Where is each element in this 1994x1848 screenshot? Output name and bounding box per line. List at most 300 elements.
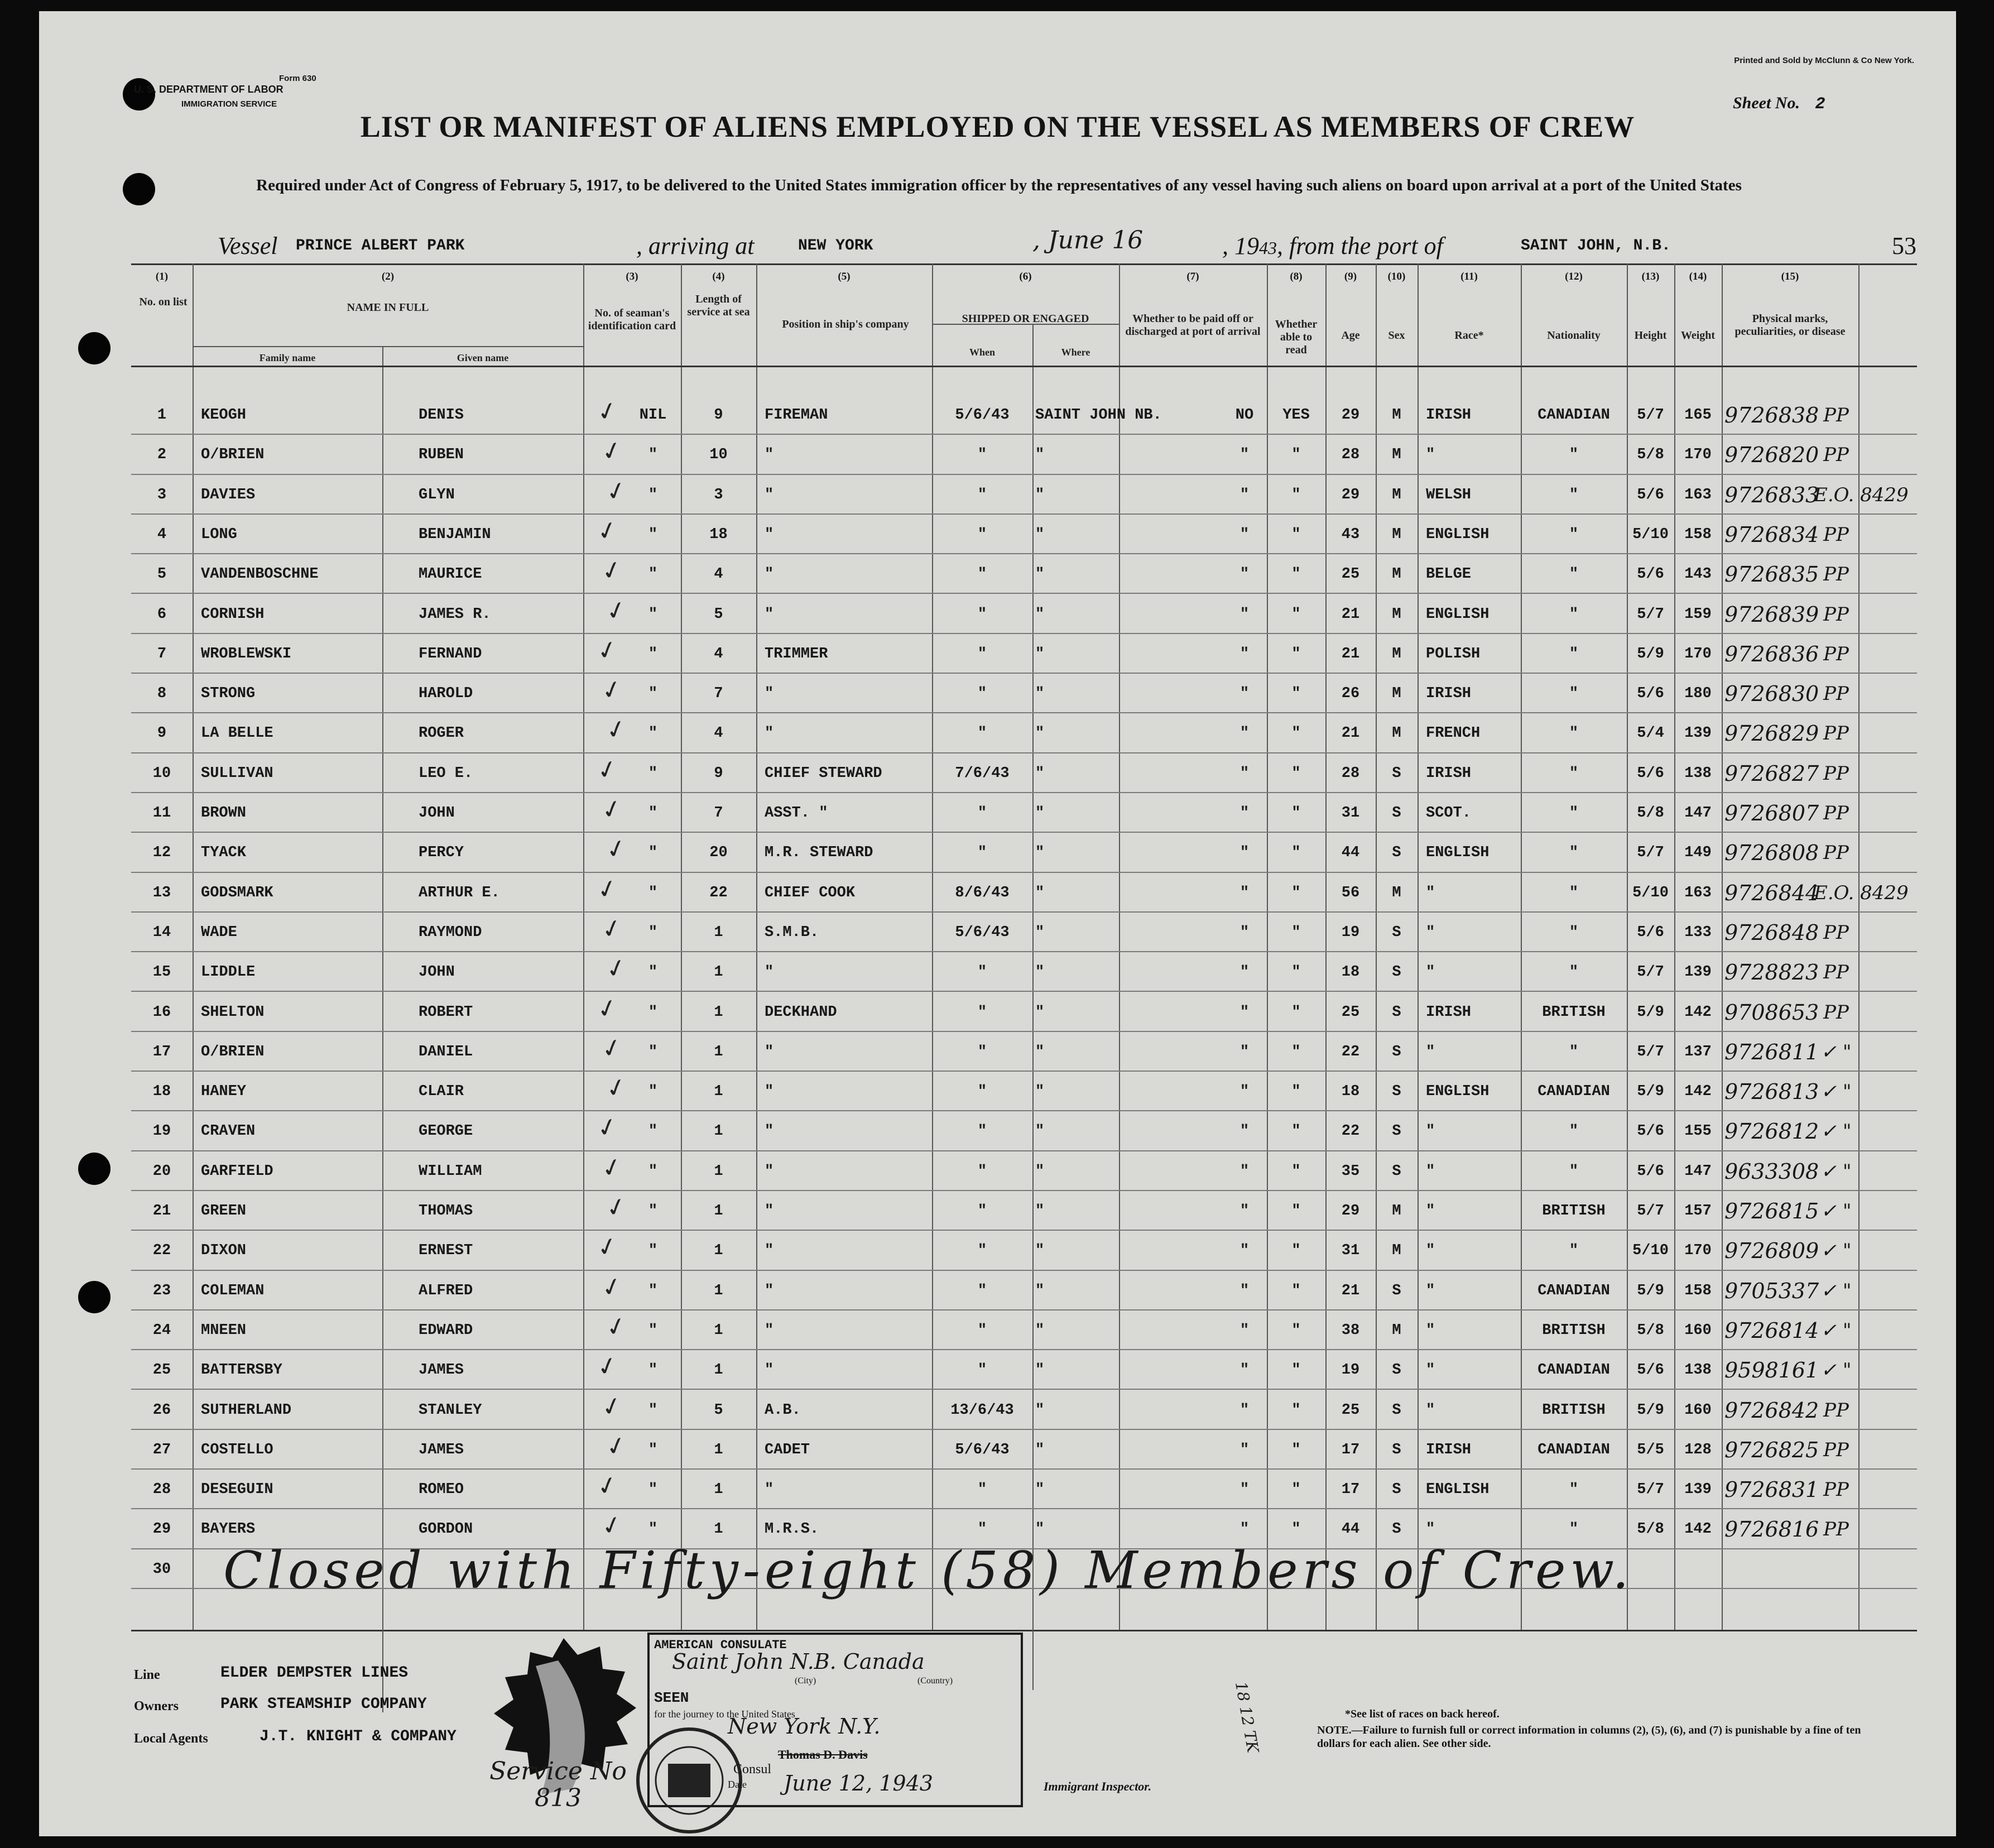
- cell-given: BENJAMIN: [419, 526, 491, 543]
- cell-read: ": [1291, 685, 1301, 703]
- cell-sex: M: [1392, 566, 1401, 583]
- header-given-name: Given name: [457, 352, 509, 363]
- check-mark-icon: ✓: [603, 713, 630, 747]
- check-mark-icon: ✓: [594, 992, 621, 1025]
- cell-paid: ": [1239, 1322, 1250, 1339]
- cell-paid: ": [1239, 526, 1250, 543]
- check-mark-icon: ✓: [594, 514, 621, 548]
- cell-weight: 139: [1684, 1481, 1712, 1499]
- cell-sex: S: [1392, 1004, 1401, 1021]
- cell-no: 30: [152, 1561, 171, 1578]
- header-physical-marks: Physical marks, peculiarities, or disease: [1734, 313, 1846, 338]
- cell-height: 5/6: [1637, 566, 1664, 583]
- cell-weight: 170: [1684, 645, 1712, 663]
- check-mark-icon: ✓: [594, 633, 621, 667]
- cell-remark: PP: [1823, 603, 1849, 626]
- cell-card: ": [648, 447, 658, 464]
- cell-given: JOHN: [419, 805, 455, 822]
- cell-where: ": [1035, 1521, 1045, 1538]
- cell-no: 25: [152, 1362, 171, 1379]
- cell-height: 5/5: [1637, 1441, 1664, 1458]
- cell-given: JOHN: [419, 964, 455, 981]
- cell-paid: ": [1239, 1083, 1250, 1101]
- cell-card: ": [648, 685, 658, 703]
- footnote-races: *See list of races on back hereof.: [1345, 1708, 1500, 1720]
- cell-family: LA BELLE: [201, 725, 273, 742]
- cell-weight: 155: [1684, 1123, 1712, 1140]
- cell-age: 21: [1341, 725, 1360, 742]
- consulate-city: Saint John N.B. Canada: [672, 1649, 925, 1674]
- check-mark-icon: ✓: [598, 1031, 626, 1065]
- cell-service: 1: [714, 1362, 723, 1379]
- owners-label: Owners: [134, 1699, 179, 1713]
- cell-sex: S: [1392, 1481, 1401, 1499]
- cell-card: ": [648, 725, 658, 742]
- cell-position: ": [765, 486, 774, 503]
- cell-family: O/BRIEN: [201, 447, 265, 464]
- cell-where: ": [1035, 447, 1045, 464]
- cell-when: 8/6/43: [955, 884, 1010, 901]
- cell-service: 7: [714, 805, 723, 822]
- cell-remark: ✓ ": [1820, 1359, 1852, 1382]
- cell-sex: S: [1392, 1163, 1401, 1180]
- cell-given: ROMEO: [419, 1481, 464, 1499]
- cell-read: ": [1291, 964, 1301, 981]
- cell-card: ": [648, 566, 658, 583]
- sheet-number-value: 2: [1815, 95, 1825, 114]
- cell-position: S.M.B.: [765, 924, 819, 941]
- cell-service: 1: [714, 1123, 723, 1140]
- cell-height: 5/10: [1632, 1242, 1669, 1260]
- cell-position: ": [765, 1123, 774, 1140]
- cell-nationality: BRITISH: [1542, 1203, 1606, 1220]
- cell-position: M.R.S.: [765, 1521, 819, 1538]
- department-label: U. S. DEPARTMENT OF LABOR: [134, 84, 284, 95]
- cell-nationality: ": [1569, 1481, 1579, 1499]
- cell-where: ": [1035, 1242, 1045, 1260]
- table-row: [39, 1111, 1956, 1151]
- cell-service: 1: [714, 1242, 723, 1260]
- cell-when: ": [977, 486, 987, 503]
- colnum: (10): [1387, 271, 1406, 282]
- cell-card: ": [648, 526, 658, 543]
- table-row: [39, 713, 1956, 753]
- cell-where: ": [1035, 924, 1045, 941]
- cell-age: 56: [1341, 884, 1360, 901]
- sheet-number-label: Sheet No. 2: [1733, 94, 1825, 114]
- cell-race: ": [1426, 964, 1435, 981]
- cell-paid: ": [1239, 1163, 1250, 1180]
- cell-card: ": [648, 1043, 658, 1060]
- cell-when: ": [977, 447, 987, 464]
- cell-where: ": [1035, 1282, 1045, 1299]
- cell-sex: S: [1392, 1282, 1401, 1299]
- cell-where: ": [1035, 1203, 1045, 1220]
- cell-weight: 133: [1684, 924, 1712, 941]
- form-number: Form 630: [279, 74, 316, 83]
- cell-paid: ": [1239, 805, 1250, 822]
- cell-height: 5/8: [1637, 805, 1664, 822]
- cell-weight: [1674, 1549, 1722, 1590]
- cell-card: ": [648, 1163, 658, 1180]
- cell-age: 19: [1341, 924, 1360, 941]
- cell-where: ": [1035, 964, 1045, 981]
- check-mark-icon: ✓: [594, 1350, 621, 1384]
- cell-age: 44: [1341, 844, 1360, 862]
- cell-no: 17: [152, 1043, 171, 1060]
- cell-remark: PP: [1823, 563, 1849, 586]
- cell-paid: ": [1239, 1441, 1250, 1458]
- cell-card: ": [648, 844, 658, 862]
- cell-given: PERCY: [419, 844, 464, 862]
- cell-remark: PP: [1823, 802, 1849, 824]
- cell-read: ": [1291, 566, 1301, 583]
- cell-no: 14: [152, 924, 171, 941]
- cell-card: ": [648, 1004, 658, 1021]
- cell-no: 2: [157, 447, 167, 464]
- cell-position: ": [765, 1043, 774, 1060]
- cell-race: ENGLISH: [1426, 526, 1490, 543]
- cell-service: 3: [714, 486, 723, 503]
- cell-marks: 9726834: [1724, 522, 1819, 547]
- cell-race: ": [1426, 1043, 1435, 1060]
- cell-height: 5/6: [1637, 685, 1664, 703]
- cell-remark: ✓ ": [1820, 1120, 1852, 1143]
- cell-paid: ": [1239, 1481, 1250, 1499]
- cell-nationality: ": [1569, 1123, 1579, 1140]
- cell-no: 12: [152, 844, 171, 862]
- cell-race: ENGLISH: [1426, 1481, 1490, 1499]
- cell-remark: PP: [1823, 404, 1849, 426]
- cell-nationality: ": [1569, 924, 1579, 941]
- cell-race: POLISH: [1426, 645, 1481, 663]
- agents-value: J.T. KNIGHT & COMPANY: [260, 1728, 457, 1745]
- cell-given: DANIEL: [419, 1043, 473, 1060]
- header-nationality: Nationality: [1547, 329, 1601, 342]
- cell-remark: PP: [1823, 1399, 1849, 1422]
- cell-nationality: CANADIAN: [1537, 407, 1610, 424]
- cell-sex: S: [1392, 1123, 1401, 1140]
- year-label: , 1943, from the port of: [1222, 232, 1443, 260]
- cell-remark: PP: [1823, 762, 1849, 785]
- cell-position: CHIEF COOK: [765, 884, 856, 901]
- cell-no: 22: [152, 1242, 171, 1260]
- table-row: [39, 674, 1956, 714]
- cell-service: 18: [709, 526, 728, 543]
- cell-card: ": [648, 606, 658, 623]
- cell-card: ": [648, 765, 658, 782]
- cell-family: COLEMAN: [201, 1282, 265, 1299]
- table-row: [39, 1151, 1956, 1192]
- cell-card: ": [648, 645, 658, 663]
- cell-card: ": [648, 924, 658, 941]
- owners-value: PARK STEAMSHIP COMPANY: [220, 1696, 427, 1713]
- cell-when: ": [977, 526, 987, 543]
- cell-age: 35: [1341, 1163, 1360, 1180]
- cell-no: 5: [157, 566, 167, 583]
- cell-given: ERNEST: [419, 1242, 473, 1260]
- cell-where: ": [1035, 1441, 1045, 1458]
- punch-hole: [78, 332, 110, 364]
- cell-marks: 9726829: [1724, 721, 1819, 746]
- cell-family: GODSMARK: [201, 884, 273, 901]
- header-shipped: SHIPPED OR ENGAGED: [962, 313, 1089, 325]
- cell-nationality: ": [1569, 805, 1579, 822]
- cell-given: ROBERT: [419, 1004, 473, 1021]
- page-title: LIST OR MANIFEST OF ALIENS EMPLOYED ON THE VESSEL AS MEMBERS OF CREW: [360, 110, 1635, 143]
- cell-service: 1: [714, 964, 723, 981]
- cell-where: ": [1035, 1362, 1045, 1379]
- cell-given: THOMAS: [419, 1203, 473, 1220]
- cell-height: 5/9: [1637, 1083, 1664, 1101]
- cell-marks: 9726811: [1724, 1039, 1819, 1064]
- cell-read: ": [1291, 1242, 1301, 1260]
- cell-service: 22: [709, 884, 728, 901]
- cell-position: CADET: [765, 1441, 810, 1458]
- cell-when: 5/6/43: [955, 407, 1010, 424]
- cell-nationality: ": [1569, 447, 1579, 464]
- cell-given: ALFRED: [419, 1282, 473, 1299]
- cell-height: 5/4: [1637, 725, 1664, 742]
- cell-card: ": [648, 1521, 658, 1538]
- header-position: Position in ship's company: [782, 318, 909, 330]
- colnum: (8): [1290, 271, 1303, 282]
- cell-no: 20: [152, 1163, 171, 1180]
- table-row: [39, 515, 1956, 555]
- colnum: (2): [381, 271, 395, 282]
- cell-race: WELSH: [1426, 486, 1472, 503]
- cell-marks: 9726813: [1724, 1079, 1819, 1105]
- cell-age: 29: [1341, 407, 1360, 424]
- header-race: Race*: [1454, 329, 1484, 342]
- cell-position: ": [765, 725, 774, 742]
- cell-position: ": [765, 964, 774, 981]
- cell-given: JAMES: [419, 1362, 464, 1379]
- cell-weight: 165: [1684, 407, 1712, 424]
- cell-weight: 149: [1684, 844, 1712, 862]
- cell-no: 21: [152, 1203, 171, 1220]
- cell-weight: 142: [1684, 1004, 1712, 1021]
- cell-nationality: ": [1569, 1521, 1579, 1538]
- cell-card: ": [648, 1481, 658, 1499]
- table-row: [39, 1311, 1956, 1351]
- cell-age: 25: [1341, 566, 1360, 583]
- cell-weight: 142: [1684, 1521, 1712, 1538]
- cell-sex: S: [1392, 1441, 1401, 1458]
- cell-sex: S: [1392, 1401, 1401, 1419]
- cell-service: 1: [714, 1163, 723, 1180]
- cell-family: GREEN: [201, 1203, 247, 1220]
- cell-paid: ": [1239, 844, 1250, 862]
- table-row: [39, 1470, 1956, 1510]
- cell-card: ": [648, 964, 658, 981]
- cell-remark: ✓ ": [1820, 1040, 1852, 1063]
- cell-marks: 9726816: [1724, 1517, 1819, 1542]
- cell-no: 26: [152, 1401, 171, 1419]
- colnum: (14): [1689, 271, 1707, 282]
- cell-when: ": [977, 1362, 987, 1379]
- cell-where: ": [1035, 725, 1045, 742]
- cell-nationality: ": [1569, 1242, 1579, 1260]
- cell-no: 3: [157, 486, 167, 503]
- cell-weight: 158: [1684, 1282, 1712, 1299]
- cell-sex: S: [1392, 805, 1401, 822]
- table-row: [39, 833, 1956, 873]
- cell-remark: PP: [1823, 444, 1849, 467]
- cell-service: 1: [714, 1043, 723, 1060]
- cell-paid: ": [1239, 964, 1250, 981]
- cell-where: ": [1035, 526, 1045, 543]
- cell-age: 25: [1341, 1401, 1360, 1419]
- cell-marks: 9726833: [1724, 482, 1819, 507]
- cell-paid: ": [1239, 1362, 1250, 1379]
- cell-weight: 138: [1684, 765, 1712, 782]
- cell-read: ": [1291, 447, 1301, 464]
- cell-card: ": [648, 1083, 658, 1101]
- cell-service: 5: [714, 1401, 723, 1419]
- cell-paid: ": [1239, 1043, 1250, 1060]
- cell-race: ": [1426, 924, 1435, 941]
- cell-service: 1: [714, 1004, 723, 1021]
- cell-read: ": [1291, 645, 1301, 663]
- cell-race: IRISH: [1426, 407, 1472, 424]
- cell-age: 26: [1341, 685, 1360, 703]
- cell-service: 1: [714, 1083, 723, 1101]
- cell-where: ": [1035, 1481, 1045, 1499]
- cell-when: ": [977, 1123, 987, 1140]
- cell-family: STRONG: [201, 685, 256, 703]
- cell-when: ": [977, 1043, 987, 1060]
- cell-when: ": [977, 1083, 987, 1101]
- cell-family: COSTELLO: [201, 1441, 273, 1458]
- colnum: (4): [712, 271, 725, 282]
- cell-read: ": [1291, 1163, 1301, 1180]
- cell-height: [1627, 1549, 1674, 1590]
- punch-hole: [123, 173, 155, 205]
- cell-read: ": [1291, 1203, 1301, 1220]
- cell-family: LIDDLE: [201, 964, 256, 981]
- table-row: [39, 992, 1956, 1033]
- cell-nationality: ": [1569, 844, 1579, 862]
- cell-position: ": [765, 566, 774, 583]
- table-row: [39, 1072, 1956, 1112]
- cell-marks: 9726808: [1724, 841, 1819, 866]
- cell-family: DAVIES: [201, 486, 256, 503]
- check-mark-icon: ✓: [603, 1310, 630, 1343]
- cell-where: ": [1035, 606, 1045, 623]
- cell-service: 1: [714, 1282, 723, 1299]
- consulate-stamp-box: [647, 1633, 1023, 1807]
- cell-given: LEO E.: [419, 765, 473, 782]
- cell-race: ": [1426, 884, 1435, 901]
- cell-card: ": [648, 1203, 658, 1220]
- page-subtitle: Required under Act of Congress of February 5, 1917, to be delivered to the United States immigration officer by the representatives of any vessel having such aliens on board upon arrival at a port of the United States: [256, 176, 1742, 194]
- cell-marks: 9726830: [1724, 681, 1819, 707]
- cell-when: ": [977, 606, 987, 623]
- vessel-name: PRINCE ALBERT PARK: [296, 237, 465, 255]
- cell-height: 5/9: [1637, 1401, 1664, 1419]
- page-number: 53: [1892, 232, 1916, 260]
- cell-no: 23: [152, 1282, 171, 1299]
- cell-when: ": [977, 1322, 987, 1339]
- check-mark-icon: ✓: [603, 594, 630, 627]
- cell-weight: 170: [1684, 1242, 1712, 1260]
- check-mark-icon: ✓: [598, 793, 626, 826]
- cell-no: 11: [152, 805, 171, 822]
- cell-marks: 9728823: [1724, 960, 1819, 985]
- cell-weight: 147: [1684, 805, 1712, 822]
- cell-race: BELGE: [1426, 566, 1472, 583]
- header-family-name: Family name: [259, 352, 316, 363]
- cell-paid: ": [1239, 1401, 1250, 1419]
- cell-no: 24: [152, 1322, 171, 1339]
- cell-weight: 137: [1684, 1043, 1712, 1060]
- header-height: Height: [1634, 329, 1667, 342]
- cell-nationality: ": [1569, 884, 1579, 901]
- cell-weight: 139: [1684, 964, 1712, 981]
- vessel-label: Vessel: [218, 232, 278, 260]
- cell-given: ARTHUR E.: [419, 884, 500, 901]
- cell-marks: 9726809: [1724, 1239, 1819, 1264]
- cell-position: ": [765, 1242, 774, 1260]
- cell-position: ": [765, 447, 774, 464]
- cell-height: 5/8: [1637, 447, 1664, 464]
- cell-service: 20: [709, 844, 728, 862]
- cell-height: 5/8: [1637, 1322, 1664, 1339]
- consulate-title: AMERICAN CONSULATE: [654, 1638, 787, 1652]
- cell-remark: [1814, 1549, 1858, 1590]
- departure-port: SAINT JOHN, N.B.: [1521, 237, 1671, 255]
- arriving-label: , arriving at: [636, 232, 755, 260]
- cell-given: HAROLD: [419, 685, 473, 703]
- cell-remark: ✓ ": [1820, 1081, 1852, 1103]
- cell-no: 16: [152, 1004, 171, 1021]
- header-no-on-list: No. on list: [139, 296, 188, 308]
- cell-position: ": [765, 1083, 774, 1101]
- cell-height: 5/7: [1637, 964, 1664, 981]
- cell-nationality: ": [1569, 1163, 1579, 1180]
- cell-sex: M: [1392, 447, 1401, 464]
- arrival-port: NEW YORK: [798, 237, 873, 255]
- cell-no: 1: [157, 407, 167, 424]
- cell-age: 29: [1341, 486, 1360, 503]
- cell-race: ": [1426, 1322, 1435, 1339]
- cell-height: 5/10: [1632, 884, 1669, 901]
- cell-remark: PP: [1823, 642, 1849, 665]
- cell-when: 5/6/43: [955, 924, 1010, 941]
- cell-family: HANEY: [201, 1083, 247, 1101]
- cell-marks: 9726831: [1724, 1477, 1819, 1503]
- colnum: (5): [838, 271, 851, 282]
- cell-sex: S: [1392, 1043, 1401, 1060]
- colnum: (1): [155, 271, 169, 282]
- cell-nationality: BRITISH: [1542, 1322, 1606, 1339]
- cell-sex: M: [1392, 1203, 1401, 1220]
- cell-race: ": [1426, 1203, 1435, 1220]
- cell-height: 5/6: [1637, 486, 1664, 503]
- cell-when: ": [977, 1521, 987, 1538]
- cell-race: ENGLISH: [1426, 606, 1490, 623]
- cell-service: 1: [714, 1481, 723, 1499]
- cell-remark: PP: [1823, 842, 1849, 865]
- cell-read: YES: [1282, 407, 1310, 424]
- cell-no: 28: [152, 1481, 171, 1499]
- cell-remark: PP: [1823, 961, 1849, 984]
- cell-card: ": [648, 1282, 658, 1299]
- cell-given: GEORGE: [419, 1123, 473, 1140]
- cell-where: ": [1035, 765, 1045, 782]
- cell-marks: 9598161: [1724, 1358, 1819, 1383]
